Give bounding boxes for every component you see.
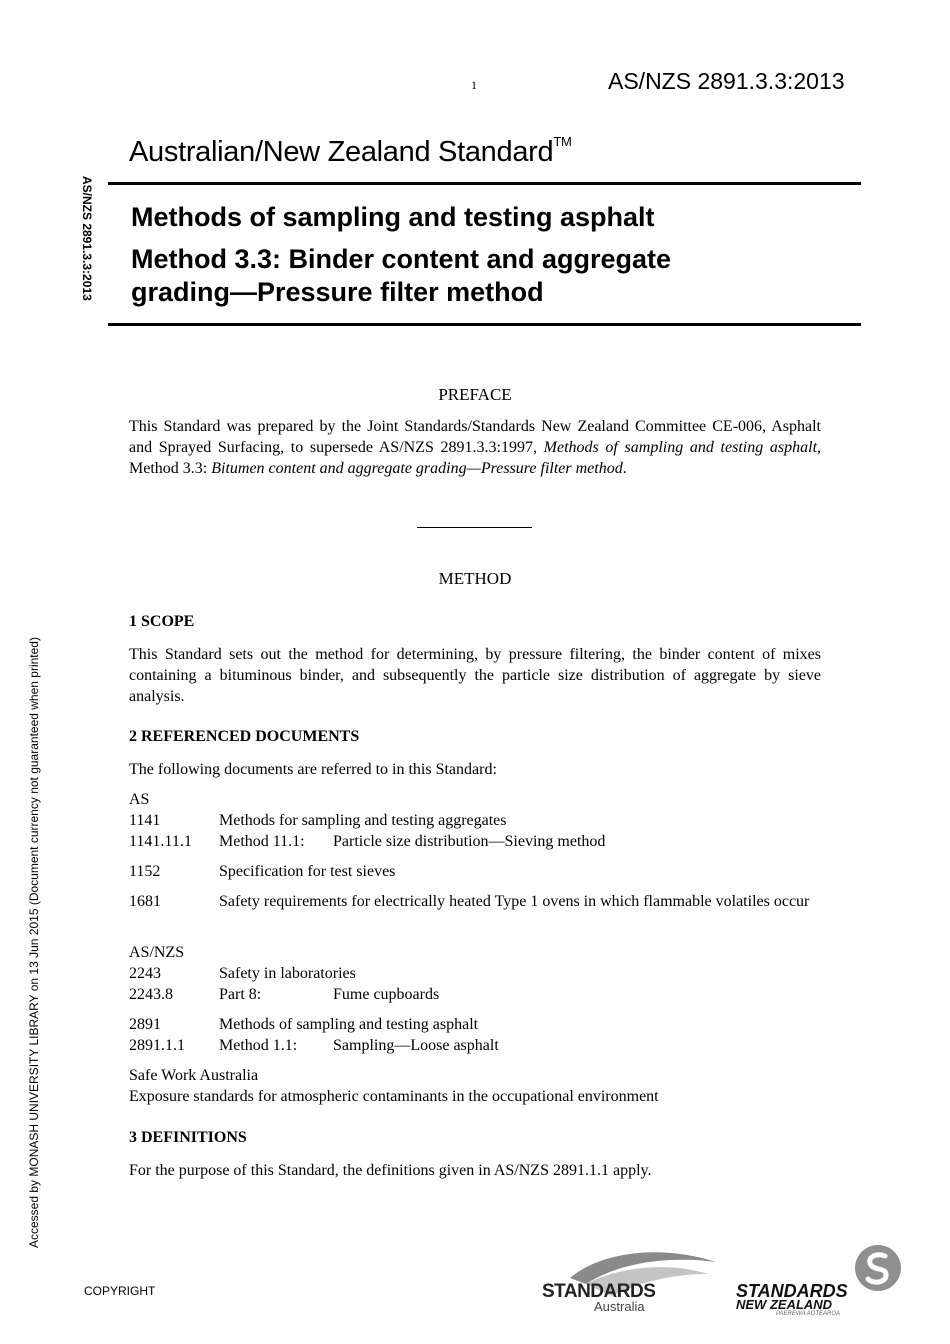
reference-subtitle: Particle size distribution—Sieving method — [333, 833, 606, 850]
method-heading: METHOD — [438, 569, 512, 588]
reference-row — [129, 861, 821, 882]
reference-row — [129, 984, 821, 1005]
reference-row — [129, 1035, 821, 1056]
reference-title: Safety requirements for electrically heated Type 1 ovens in which flammable volatiles occur — [219, 893, 810, 910]
reference-number: 2243 — [129, 965, 161, 982]
side-standard-code: AS/NZS 2891.3.3:2013 — [80, 176, 94, 301]
standards-nz-emblem-icon — [854, 1244, 902, 1292]
trademark-mark: TM — [553, 134, 572, 150]
standards-australia-logo — [540, 1244, 720, 1318]
standard-title-text: Australian/New Zealand Standard — [129, 136, 554, 168]
reference-row — [129, 1014, 821, 1035]
group-label-asnzs — [129, 942, 821, 963]
preface-text-b: , Method 3.3: — [129, 439, 822, 477]
reference-number: 1141.11.1 — [129, 833, 192, 850]
section-1-text: This Standard sets out the method for determining, by pressure filtering, the binder content of mixes containing a bituminous binder, and subsequently the particle size distribution of aggregate by sieve analysis. — [129, 646, 821, 705]
reference-subtitle: Sampling—Loose asphalt — [333, 1037, 499, 1054]
standard-code: AS/NZS 2891.3.3:2013 — [608, 68, 845, 94]
preface-text-a: This Standard was prepared by the Joint Standards/Standards New Zealand Committee CE-006, Asphalt and Sprayed Surfacing, to supersede AS/NZS 2891.3.3:1997, — [129, 418, 821, 456]
reference-title: Methods for sampling and testing aggregates — [219, 812, 507, 829]
reference-number: 2891.1.1 — [129, 1037, 185, 1054]
title-rule-bottom — [108, 323, 861, 326]
group-label-asnzs-text: AS/NZS — [129, 944, 185, 961]
preface-text — [129, 416, 821, 479]
swa-label: Safe Work Australia — [129, 1067, 259, 1084]
reference-title: Part 8: — [219, 986, 262, 1003]
section-1-heading: 1 SCOPE — [129, 613, 195, 630]
reference-number: 1141 — [129, 812, 161, 829]
section-divider — [417, 527, 532, 528]
document-title-line3: grading—Pressure filter method — [131, 277, 544, 307]
reference-title: Method 11.1: — [219, 833, 305, 850]
standards-australia-word: STANDARDS — [542, 1281, 656, 1302]
reference-row — [129, 891, 821, 933]
reference-subtitle: Fume cupboards — [333, 986, 440, 1003]
preface-text-c: . — [622, 460, 627, 477]
copyright-notice: COPYRIGHT — [84, 1284, 156, 1298]
side-access-notice: Accessed by MONASH UNIVERSITY LIBRARY on 13 Jun 2015 (Document currency not guaranteed when printed) — [27, 637, 41, 1248]
standards-nz-sub: NEW ZEALAND — [736, 1297, 833, 1312]
document-title-line1: Methods of sampling and testing asphalt — [131, 202, 655, 232]
reference-title: Method 1.1: — [219, 1037, 298, 1054]
reference-number: 1681 — [129, 893, 161, 910]
standards-nz-maori: PAEREWA AOTEAROA — [776, 1311, 841, 1317]
title-rule-top — [108, 182, 861, 185]
section-3-heading: 3 DEFINITIONS — [129, 1129, 247, 1146]
reference-title: Methods of sampling and testing asphalt — [219, 1016, 479, 1033]
standards-new-zealand-logo — [736, 1244, 906, 1318]
section-2-heading: 2 REFERENCED DOCUMENTS — [129, 728, 360, 745]
reference-number: 1152 — [129, 863, 161, 880]
reference-title: Specification for test sieves — [219, 863, 396, 880]
preface-heading: PREFACE — [438, 385, 512, 404]
reference-number: 2891 — [129, 1016, 161, 1033]
preface-italic-a: Methods of sampling and testing asphalt — [543, 439, 818, 456]
standards-australia-sub: Australia — [594, 1299, 645, 1314]
standards-nz-word: STANDARDS — [736, 1281, 848, 1301]
reference-row — [129, 831, 821, 852]
group-label-as-text: AS — [129, 791, 150, 808]
preface-italic-b: Bitumen content and aggregate grading—Pressure filter method — [211, 460, 623, 477]
standard-title — [129, 136, 572, 169]
document-title-line2: Method 3.3: Binder content and aggregate — [131, 244, 672, 274]
page-number: 1 — [471, 78, 477, 92]
reference-number: 2243.8 — [129, 986, 173, 1003]
section-3-text: For the purpose of this Standard, the definitions given in AS/NZS 2891.1.1 apply. — [129, 1162, 652, 1179]
swa-reference: Exposure standards for atmospheric contaminants in the occupational environment — [129, 1088, 659, 1105]
reference-row — [129, 963, 821, 984]
group-label-as — [129, 789, 821, 810]
section-2-intro: The following documents are referred to in this Standard: — [129, 761, 497, 778]
reference-title: Safety in laboratories — [219, 965, 356, 982]
reference-row — [129, 810, 821, 831]
